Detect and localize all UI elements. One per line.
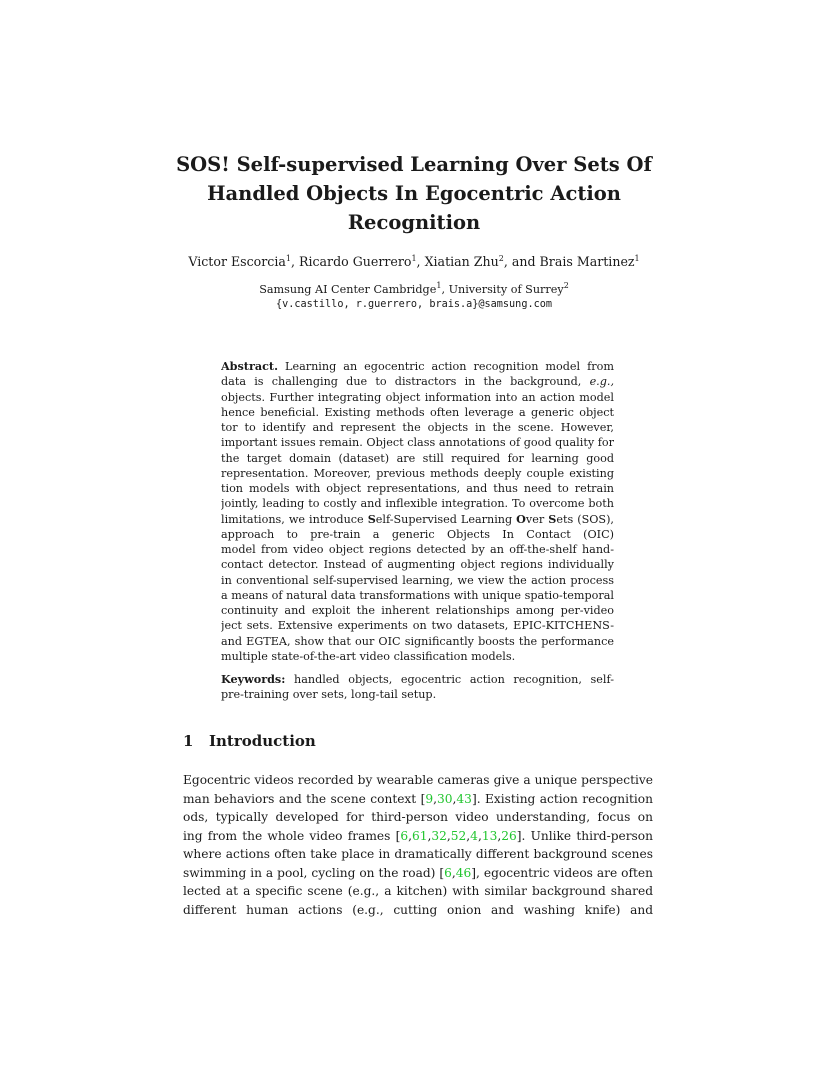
keywords-line: pre-training over sets, long-tail setup.: [221, 688, 437, 702]
citation-link[interactable]: 6: [444, 865, 452, 880]
abstract-line: model from video object regions detected by an off-the-shelf hand-: [221, 543, 614, 556]
citation-link[interactable]: 43: [456, 791, 472, 806]
abstract-line: Abstract. Learning an egocentric action recognition model from: [221, 359, 614, 373]
citation-link[interactable]: 13: [481, 828, 498, 843]
section-number: 1: [183, 732, 194, 750]
paper-title: [164, 150, 664, 237]
abstract-line: the target domain (dataset) are still required for learning good: [221, 451, 614, 465]
abstract-line: tor to identify and represent the objects in the scene. However,: [221, 421, 614, 434]
abstract-line: hence beneficial. Existing methods often leverage a generic object: [221, 405, 614, 419]
paragraph-line: where actions often take place in dramatically different background scenes: [183, 847, 653, 862]
abstract-line: approach to pre-train a generic Objects In Contact (OIC): [221, 527, 614, 541]
section-title: Introduction: [209, 732, 316, 750]
abstract-line: continuity and exploit the inherent relationships among per-video: [221, 604, 614, 617]
paragraph-line: lected at a specific scene (e.g., a kitchen) with similar background shared: [183, 884, 653, 899]
citation-link[interactable]: 30: [437, 791, 453, 806]
abstract-line: multiple state-of-the-art video classification models.: [221, 649, 516, 663]
keywords: [221, 672, 614, 703]
abstract-line: a means of natural data transformations with unique spatio-temporal: [221, 588, 614, 602]
author-affiliation-mark: 2: [498, 254, 504, 263]
introduction-paragraph: [183, 771, 653, 919]
abstract-line: jointly, leading to costly and inflexible integration. To overcome both: [221, 497, 614, 511]
section-heading: [183, 732, 316, 750]
citation-link[interactable]: 6: [400, 828, 409, 843]
author-name: Ricardo Guerrero: [298, 254, 412, 269]
paragraph-line: Egocentric videos recorded by wearable cameras give a unique perspective: [183, 773, 653, 787]
author-name: Xiatian Zhu: [424, 254, 499, 269]
abstract: [221, 359, 614, 664]
author-affiliation-mark: 1: [411, 254, 417, 263]
abstract-line: ject sets. Extensive experiments on two datasets, EPIC-KITCHENS-: [221, 619, 614, 633]
paragraph-line: ing from the whole video frames [6,61,32,52,4,13,26]. Unlike third-person: [183, 828, 653, 843]
keywords-label: Keywords:: [221, 672, 286, 686]
abstract-line: objects. Further integrating object information into an action model: [221, 390, 614, 404]
title-line: Handled Objects In Egocentric Action: [207, 182, 621, 205]
keywords-line: Keywords: handled objects, egocentric action recognition, self-: [221, 672, 614, 686]
abstract-line: contact detector. Instead of augmenting object regions individually: [221, 558, 614, 572]
citation-link[interactable]: 9: [425, 791, 434, 806]
affiliations: Samsung AI Center Cambridge$^1$, University of Surrey$^2$: [259, 281, 569, 296]
paragraph-line: ods, typically developed for third-person video understanding, focus on: [183, 810, 653, 825]
author-name: Victor Escorcia: [188, 254, 286, 269]
author-affiliation-mark: 1: [634, 254, 640, 263]
abstract-line: representation. Moreover, previous methods deeply couple existing: [221, 466, 614, 480]
institution: University of Surrey: [448, 283, 564, 296]
author-list: Victor Escorcia$^1$, Ricardo Guerrero$^1$, Xiatian Zhu$^2$, and Brais Martinez$^1$: [188, 254, 640, 269]
citation-link[interactable]: 46: [455, 865, 472, 880]
citation-link[interactable]: 4: [470, 828, 478, 843]
title-line: Recognition: [347, 211, 481, 234]
author-affiliation-mark: 1: [285, 254, 291, 263]
citation-link[interactable]: 26: [501, 828, 517, 843]
institution: Samsung AI Center Cambridge: [259, 283, 437, 296]
institution-mark: 2: [563, 281, 569, 290]
paragraph-line: different human actions (e.g., cutting onion and washing knife) and: [183, 902, 653, 917]
abstract-line: tion models with object representations, and thus need to retrain: [221, 482, 614, 495]
paragraph-line: swimming in a pool, cycling on the road) [6,46], egocentric videos are often: [183, 865, 653, 880]
abstract-line: limitations, we introduce Self-Supervised Learning Over Sets (SOS),: [221, 511, 614, 526]
abstract-line: in conventional self-supervised learning, we view the action process: [221, 573, 614, 587]
abstract-line: important issues remain. Object class annotations of good quality for: [221, 436, 614, 450]
author-name: Brais Martinez: [539, 254, 635, 269]
abstract-line: data is challenging due to distractors in the background, e.g.,: [221, 375, 614, 389]
paragraph-line: man behaviors and the scene context [9,30,43]. Existing action recognition: [183, 791, 653, 806]
institution-mark: 1: [436, 281, 442, 290]
citation-link[interactable]: 32: [431, 828, 447, 843]
citation-link[interactable]: 61: [412, 828, 428, 843]
author-emails: {v.castillo, r.guerrero, brais.a}@samsung.com: [275, 299, 552, 310]
citation-link[interactable]: 52: [450, 828, 467, 843]
abstract-label: Abstract.: [221, 359, 278, 373]
title-line: SOS! Self-supervised Learning Over Sets Of: [176, 153, 652, 176]
abstract-line: and EGTEA, show that our OIC significantly boosts the performance: [221, 634, 614, 648]
